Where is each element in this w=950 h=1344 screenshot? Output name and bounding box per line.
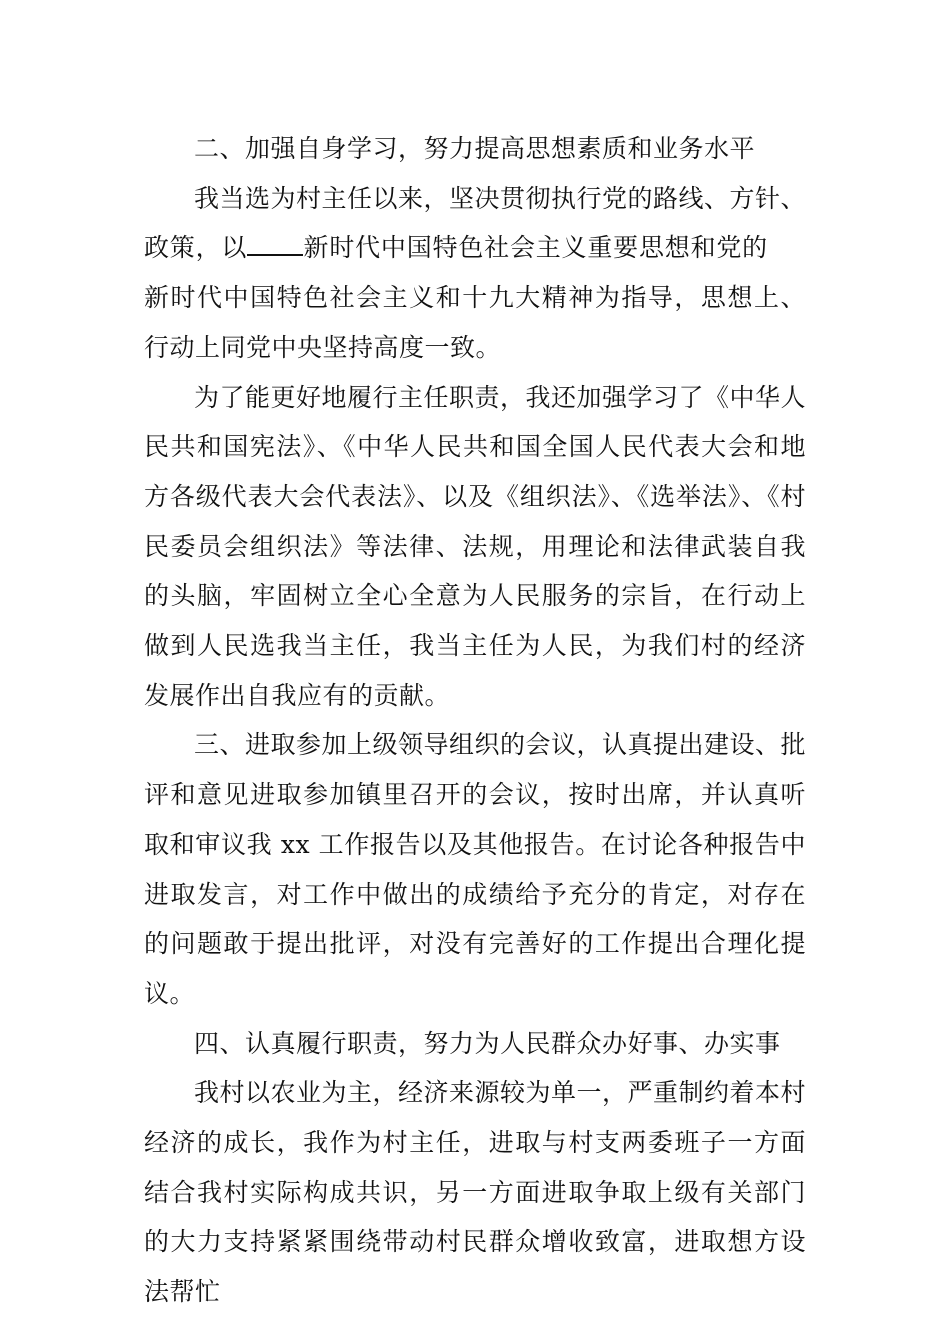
document-body — [144, 124, 806, 1317]
paragraph-legal-study: 为了能更好地履行主任职责，我还加强学习了《中华人民共和国宪法》、《中华人民共和国全国人民代表大会和地方各级代表大会代表法》、以及《组织法》、《选举法》、《村民委员会组织法》等法律、法规，用理论和法律武装自我的头脑，牢固树立全心全意为人民服务的宗旨，在行动上做到人民选我当主任，我当主任为人民，为我们村的经济发展作出自我应有的贡献。 — [144, 382, 807, 710]
paragraph-text-part-3: 新时代中国特色社会主义和十九大精神为指导，思想上、行动上同党中央坚持高度一致。 — [144, 283, 806, 362]
paragraph-text-part-1: 我当选为村主任以来，坚决贯彻执行党的路线、方针、政策，以 — [144, 183, 807, 263]
section-heading-3: 三、进取参加上级领导组织的会议，认真提出建设、批评和意见进取参加镇里召开的会议，按时出席，并认真听取和审议我 xx 工作报告以及其他报告。在讨论各种报告中进取发言，对工作中做出的成绩给予充分的肯定，对存在的问题敢于提出批评，对没有完善好的工作提出合理化提议。 — [144, 730, 807, 1008]
fill-in-blank — [247, 234, 303, 256]
paragraph-village-economy: 我村以农业为主，经济来源较为单一，严重制约着本村经济的成长，我作为村主任，进取与村支两委班子一方面结合我村实际构成共识，另一方面进取争取上级有关部门的大力支持紧紧围绕带动村民群众增收致富，进取想方设法帮忙 — [144, 1078, 807, 1307]
paragraph-election-commitment — [144, 174, 806, 373]
section-heading-4: 四、认真履行职责，努力为人民群众办好事、办实事 — [194, 1028, 781, 1058]
section-heading-2: 二、加强自身学习，努力提高思想素质和业务水平 — [194, 134, 756, 163]
paragraph-text-part-2: 新时代中国特色社会主义重要思想和党的 — [303, 233, 768, 263]
